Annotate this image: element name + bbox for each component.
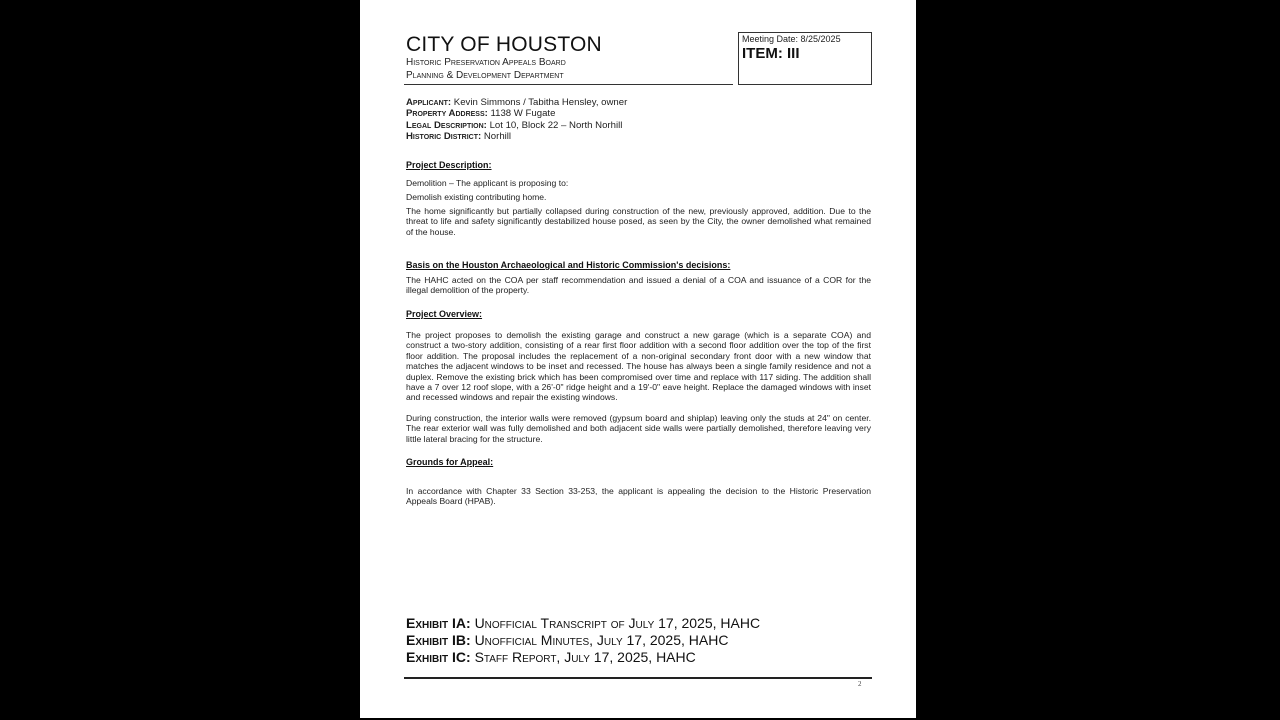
project-description-p2: Demolish existing contributing home. — [406, 192, 547, 202]
legal-line — [406, 120, 622, 131]
overview-heading: Project Overview: — [406, 309, 483, 319]
grounds-p1: In accordance with Chapter 33 Section 33-253, the applicant is appealing the decision to the Historic Preservation Appeals Board (HPAB). — [406, 486, 871, 507]
project-description-p3: The home significantly but partially collapsed during construction of the new, previously approved, addition. Due to the threat to life and safety significantly destabilized house posed, as seen by the City, the owner demolished what remained of the house. — [406, 206, 871, 237]
exhibit-ib-label: Exhibit IB: — [406, 632, 471, 648]
applicant-label: Applicant: — [406, 97, 452, 108]
basis-heading: Basis on the Houston Archaeological and Historic Commission's decisions: — [406, 260, 731, 270]
exhibit-ic-text: Staff Report, July 17, 2025, HAHC — [474, 649, 696, 665]
address-label: Property Address: — [406, 108, 488, 119]
address-line — [406, 108, 555, 119]
district-value: Norhill — [483, 131, 512, 142]
district-line — [406, 131, 511, 142]
footer-divider — [404, 677, 872, 679]
item-box — [738, 32, 872, 85]
page-title: CITY OF HOUSTON — [406, 33, 602, 56]
exhibit-ic-label: Exhibit IC: — [406, 649, 471, 665]
applicant-line — [406, 97, 627, 108]
document-page — [360, 0, 916, 718]
address-value: 1138 W Fugate — [490, 108, 556, 119]
overview-p1: The project proposes to demolish the existing garage and construct a new garage (which is a separate COA) and construct a two-story addition, consisting of a rear first floor addition with a second floor addition over the top of the first floor addition. The proposal includes the replacement of a non-original secondary front door with a new window that matches the adjacent windows to be inset and recessed. The house has always been a single family residence and not a duplex. Remove the existing brick which has been compromised over time and replace with 117 siding. The addition shall have a 7 over 12 roof slope, with a 26'-0" ridge height and a 19'-0" eave height. Replace the damaged windows with inset and recessed windows and repair the existing windows. — [406, 330, 871, 403]
exhibit-ia — [406, 615, 760, 631]
header-divider — [404, 84, 733, 85]
district-label: Historic District: — [406, 131, 482, 142]
page-number: 2 — [858, 680, 862, 688]
project-description-p1: Demolition – The applicant is proposing to: — [406, 178, 569, 188]
exhibit-ic — [406, 649, 696, 665]
project-description-heading: Project Description: — [406, 160, 492, 170]
basis-p1: The HAHC acted on the COA per staff recommendation and issued a denial of a COA and issuance of a COR for the illegal demolition of the property. — [406, 275, 871, 296]
exhibit-ib-text: Unofficial Minutes, July 17, 2025, HAHC — [474, 632, 729, 648]
grounds-heading: Grounds for Appeal: — [406, 457, 494, 467]
applicant-value: Kevin Simmons / Tabitha Hensley, owner — [453, 97, 628, 108]
legal-value: Lot 10, Block 22 – North Norhill — [489, 120, 623, 131]
exhibit-ib — [406, 632, 728, 648]
item-number: ITEM: III — [742, 45, 800, 62]
exhibit-ia-text: Unofficial Transcript of July 17, 2025, HAHC — [474, 615, 761, 631]
exhibit-ia-label: Exhibit IA: — [406, 615, 471, 631]
legal-label: Legal Description: — [406, 120, 487, 131]
overview-p2: During construction, the interior walls were removed (gypsum board and shiplap) leaving only the studs at 24" on center. The rear exterior wall was fully demolished and both adjacent side walls were partially demolished, therefore leaving very little lateral bracing for the structure. — [406, 413, 871, 444]
board-name: Historic Preservation Appeals Board — [406, 57, 566, 68]
meeting-date: Meeting Date: 8/25/2025 — [742, 34, 841, 44]
department-name: Planning & Development Department — [406, 70, 564, 81]
